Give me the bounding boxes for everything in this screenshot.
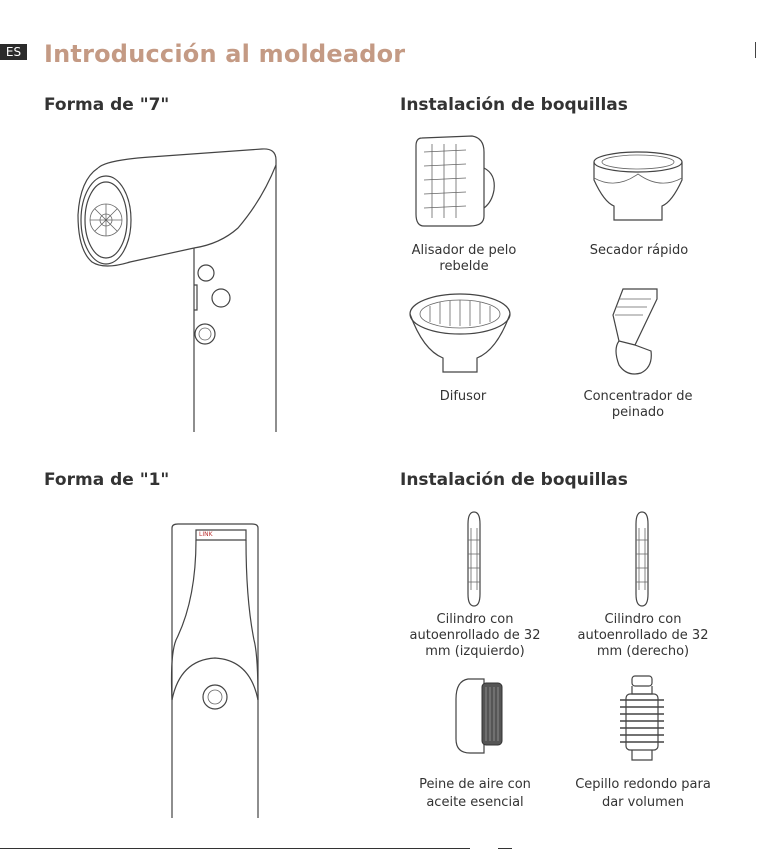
label-line: Cilindro con (604, 612, 682, 627)
round-volume-brush-icon (618, 674, 666, 762)
label-line: peinado (611, 405, 665, 420)
heading-shape-7: Forma de "7" (44, 95, 170, 115)
auto-wrap-barrel-right-icon (632, 510, 652, 608)
label-line: Secador rápido (589, 243, 689, 258)
brand-logo: LINK (199, 531, 213, 538)
page-title: Introducción al moldeador (44, 40, 406, 68)
label-line: Alisador de pelo (411, 243, 517, 258)
footer-rule (0, 848, 470, 849)
label-line: Peine de aire con (419, 777, 531, 792)
footer-mark (498, 848, 512, 849)
label-line: mm (izquierdo) (425, 644, 525, 659)
language-tag: ES (0, 44, 27, 60)
heading-install-nozzles-bottom: Instalación de boquillas (400, 470, 628, 490)
air-comb-nozzle-icon (452, 677, 507, 755)
nozzle-label-barrel-right (573, 612, 713, 660)
label-line: mm (derecho) (596, 644, 690, 659)
label-line: aceite esencial (426, 795, 524, 810)
label-line: Concentrador de (583, 389, 693, 404)
label-line: autoenrollado de 32 (409, 628, 541, 643)
label-line: Cepillo redondo para (575, 777, 711, 792)
label-line: autoenrollado de 32 (577, 628, 709, 643)
nozzle-label-round-brush (570, 776, 716, 812)
heading-shape-1: Forma de "1" (44, 470, 170, 490)
label-line: Cilindro con (436, 612, 514, 627)
heading-install-nozzles-top: Instalación de boquillas (400, 95, 628, 115)
label-line: dar volumen (601, 795, 685, 810)
label-line: Difusor (439, 389, 487, 404)
nozzle-label-air-comb (410, 776, 540, 812)
nozzle-label-barrel-left (405, 612, 545, 660)
label-line: rebelde (439, 259, 489, 274)
auto-wrap-barrel-left-icon (464, 510, 484, 608)
